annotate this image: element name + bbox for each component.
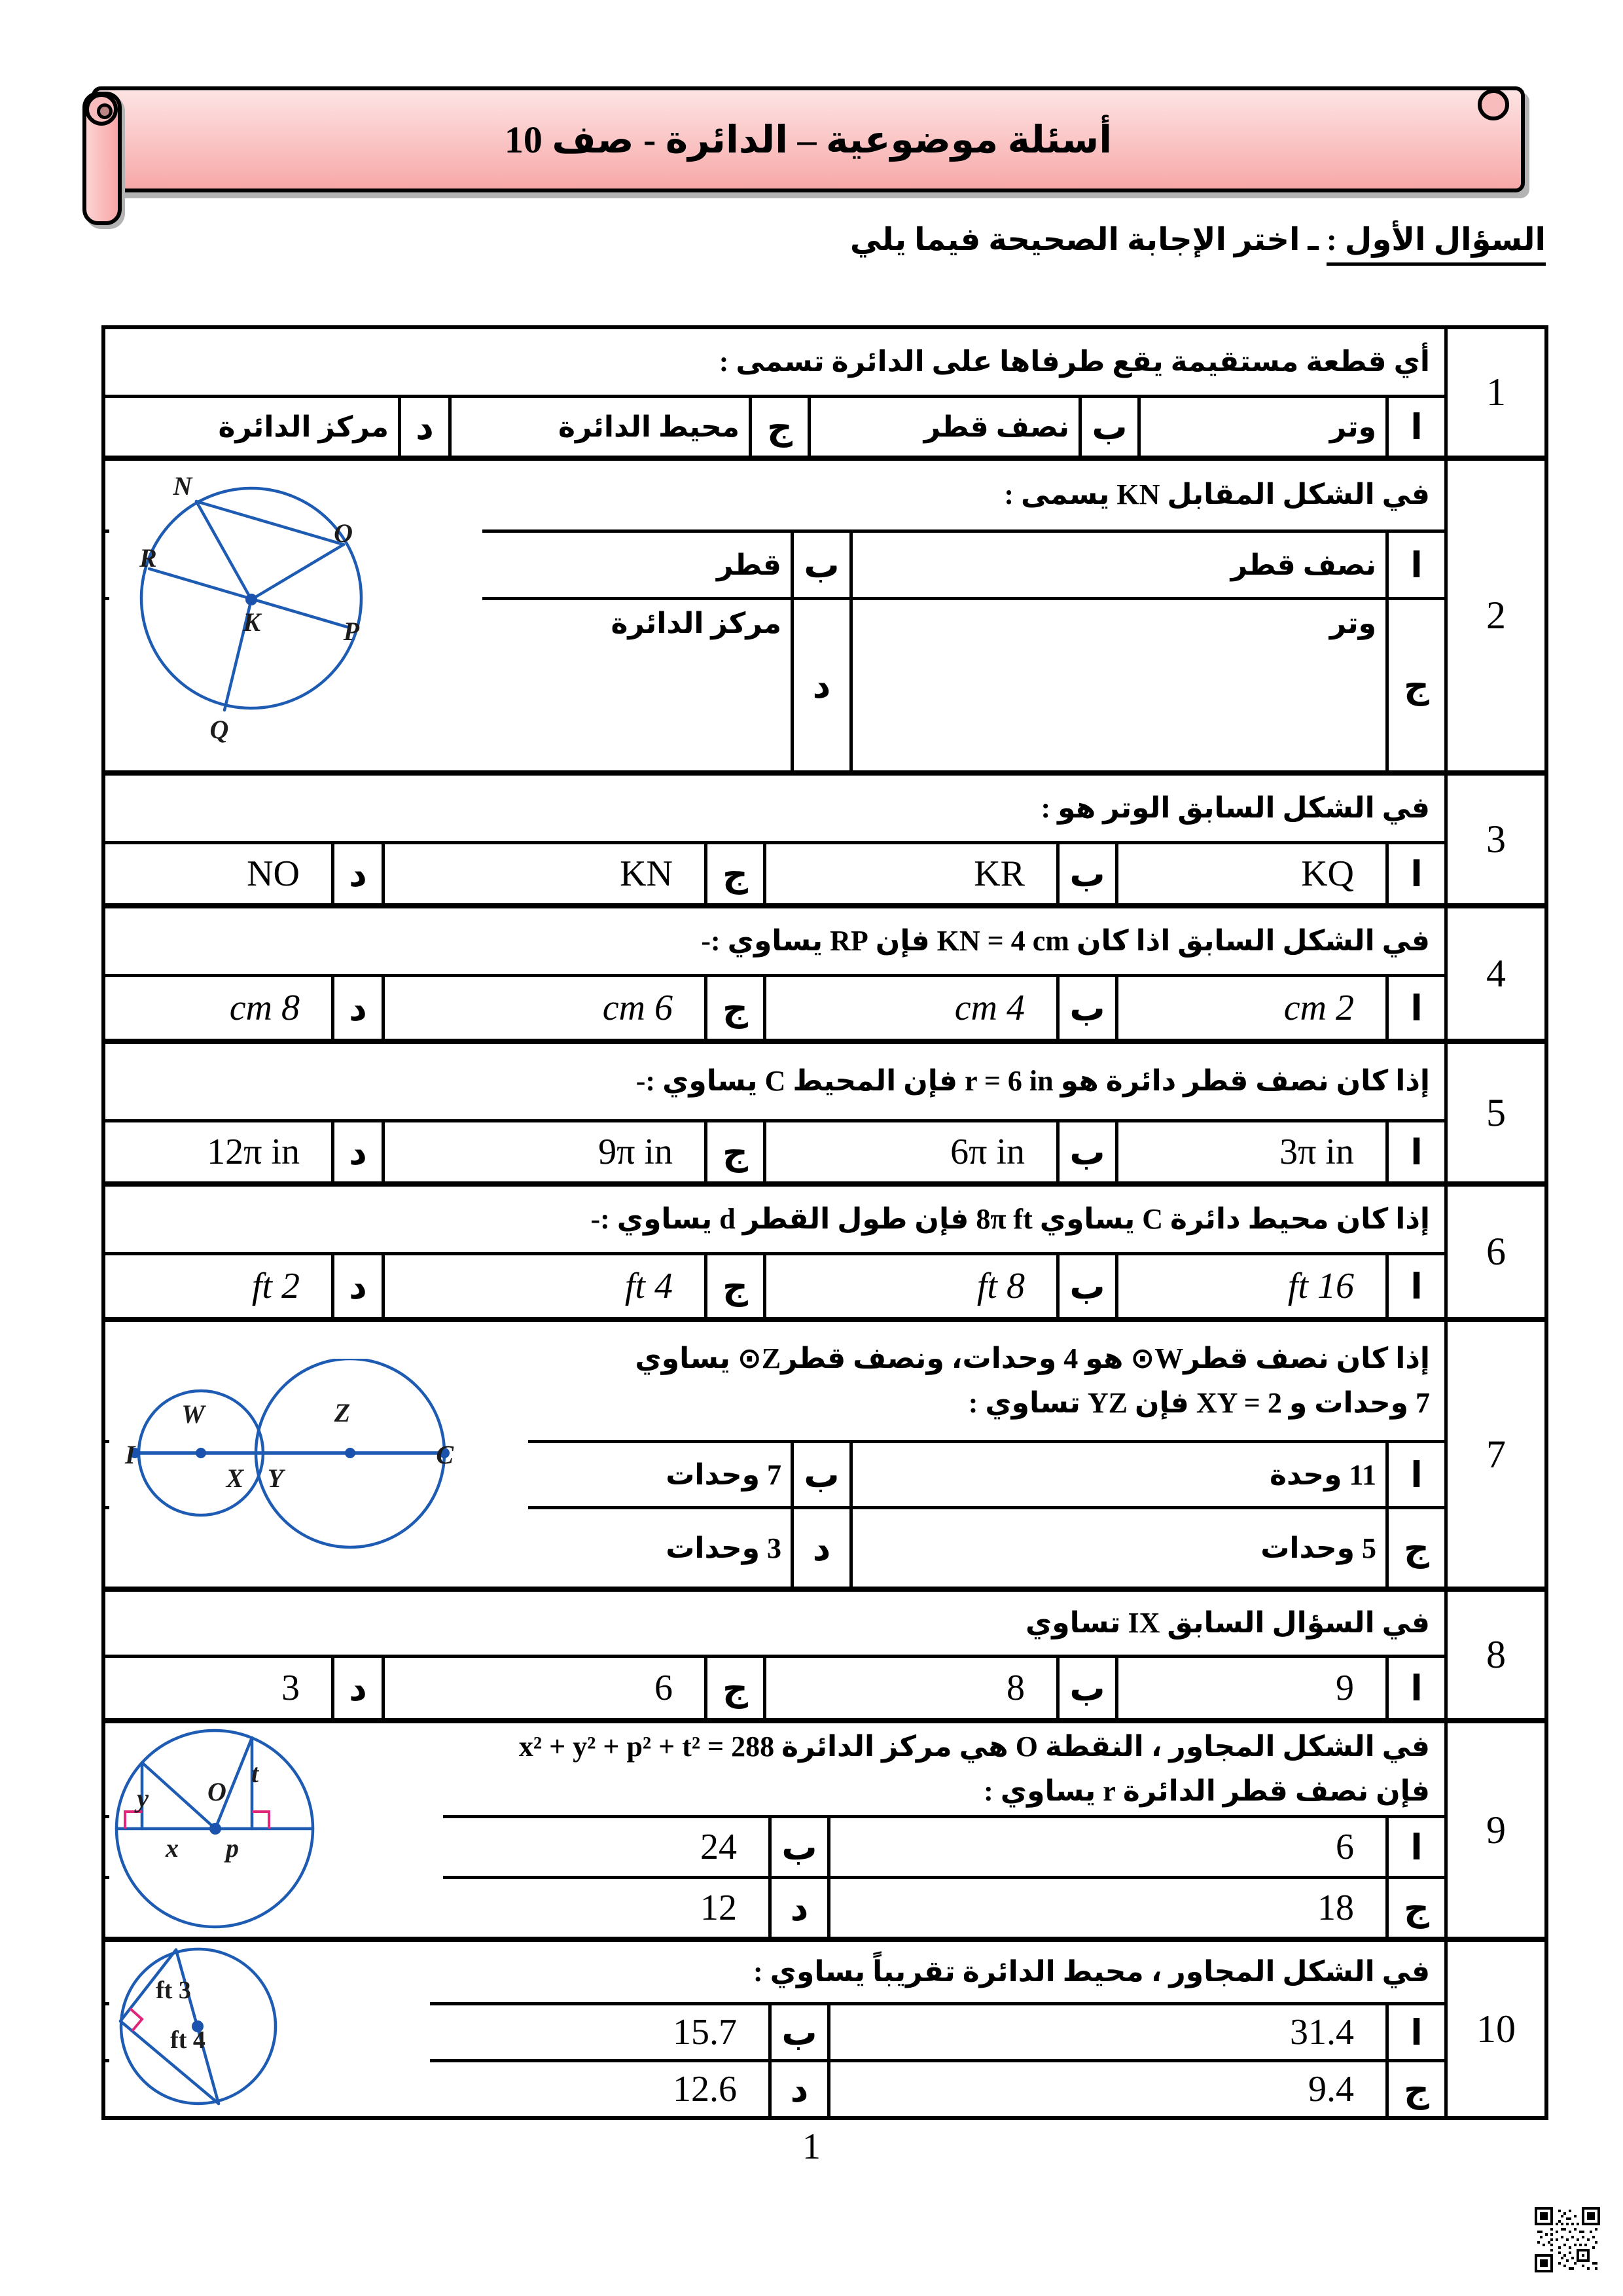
option-letter-d: د [768,1879,830,1937]
option-letter-d: د [331,1658,385,1718]
question-text-2: في الشكل المقابل KN يسمى : [105,461,1444,533]
option-value-3b: KR [974,853,1025,894]
option-letter-b: ب [1056,844,1118,903]
questions-table [101,325,1548,2120]
option-value-2b: قطر [716,548,781,581]
option-letter-c: ج [1385,1879,1444,1937]
question-block-5 [105,1039,1544,1181]
option-letter-a: ا [1385,1255,1444,1317]
option-value-8b: 8 [1007,1668,1025,1708]
option-value-8d: 3 [281,1668,300,1708]
question-text-7: إذا كان نصف قطر⁦⊙W⁩ هو 4 وحدات، ونصف قطر⁦⊙Z⁩ يساوي 7 وحدات و XY = 2 فإن YZ تساوي : [105,1322,1444,1443]
circle-O-figure [109,1727,443,1933]
question-block-10 [105,1937,1544,2116]
question-text-6: إذا كان محيط دائرة C يساوي 8π ft فإن طول القطر d يساوي :- [105,1187,1444,1255]
leg-label-4ft: 4 ft [170,2026,205,2054]
option-value-2d: مركز الدائرة [611,607,781,639]
option-letter-c: ج [704,1122,766,1181]
option-value-5b: 6π in [950,1132,1025,1172]
option-value-3c: KN [620,853,673,894]
option-value-3d: NO [247,853,300,894]
option-letter-a: ا [1385,533,1444,597]
question-number-3: 3 [1444,776,1544,903]
question-number-8: 8 [1444,1592,1544,1718]
point-label-K: K [243,607,260,637]
option-letter-c: ج [1385,2062,1444,2116]
option-letter-d: د [331,1255,385,1317]
option-letter-a: ا [1385,1818,1444,1876]
option-value-6c: 4 ft [624,1266,673,1306]
option-value-8c: 6 [654,1668,673,1708]
question-number-10: 10 [1444,1942,1544,2116]
option-letter-d: د [398,398,452,456]
question-block-4 [105,903,1544,1039]
point-label-R: R [139,543,157,573]
option-value-10a: 31.4 [1290,2012,1354,2053]
question-text-8: في السؤال السابق IX تساوي [105,1592,1444,1658]
option-letter-c: ج [704,977,766,1039]
option-value-9d: 12 [700,1888,737,1928]
option-letter-a: ا [1385,844,1444,903]
section-instruction [850,221,1546,258]
option-value-7c: 5 وحدات [1260,1532,1376,1564]
option-letter-c: ج [1385,1509,1444,1587]
question-block-2 [105,456,1544,770]
option-value-5c: 9π in [598,1132,673,1172]
inscribed-triangle-figure [109,1945,430,2113]
option-value-7d: 3 وحدات [666,1532,781,1564]
option-value-1b: نصف قطر [923,410,1069,443]
worksheet-title-banner [92,86,1525,192]
option-value-5d: 12π in [207,1132,300,1172]
question-number-7: 7 [1444,1322,1544,1587]
segment-label-t: t [251,1759,259,1788]
option-value-10c: 9.4 [1308,2069,1354,2109]
point-label-W: W [181,1399,205,1429]
circle-K-figure [109,469,482,760]
question-number-5: 5 [1444,1044,1544,1181]
option-letter-b: ب [1079,398,1141,456]
option-letter-d: د [331,844,385,903]
segment-label-y: y [137,1784,149,1813]
option-value-9c: 18 [1317,1888,1354,1928]
point-label-C: C [436,1440,454,1469]
question-number-2: 2 [1444,461,1544,770]
option-letter-c: ج [704,1255,766,1317]
question-number-4: 4 [1444,908,1544,1039]
question-block-6 [105,1181,1544,1317]
option-letter-a: ا [1385,1658,1444,1718]
option-value-6d: 2 ft [251,1266,300,1306]
option-value-4d: 8 cm [229,988,300,1028]
option-letter-d: د [768,2062,830,2116]
option-value-7a: 11 وحدة [1269,1458,1376,1491]
question-text-4: في الشكل السابق اذا كان KN = 4 cm فإن RP يساوي :- [105,908,1444,977]
option-letter-c: ج [1385,600,1444,770]
option-letter-a: ا [1385,1443,1444,1506]
question-block-7 [105,1317,1544,1587]
circles-W-Z-figure [109,1359,528,1585]
option-letter-b: ب [768,1818,830,1876]
option-value-6a: 16 ft [1287,1266,1354,1306]
question-text-5: إذا كان نصف قطر دائرة هو r = 6 in فإن المحيط C يساوي :- [105,1044,1444,1122]
worksheet-title: أسئلة موضوعية – الدائرة - صف 10 [504,118,1113,161]
option-value-9a: 6 [1336,1827,1354,1867]
question-block-1 [105,329,1544,456]
option-value-2c: وتر [1329,607,1376,639]
point-label-N: N [173,471,192,501]
option-value-9b: 24 [700,1827,737,1867]
option-letter-d: د [791,600,853,770]
option-value-4c: 6 cm [602,988,673,1028]
question-block-3 [105,770,1544,903]
option-letter-a: ا [1385,2005,1444,2059]
option-value-3a: KQ [1301,853,1354,894]
option-value-4a: 2 cm [1283,988,1354,1028]
point-label-Y: Y [267,1463,284,1493]
scroll-curl-center-icon [97,103,113,119]
point-label-Q: Q [209,715,229,744]
question-text-3: في الشكل السابق الوتر هو : [105,776,1444,844]
point-label-I: I [125,1440,135,1469]
option-value-1a: وتر [1329,410,1376,443]
qr-code [1535,2207,1600,2272]
option-value-5a: 3π in [1279,1132,1354,1172]
option-value-2a: نصف قطر [1230,548,1376,581]
question-number-9: 9 [1444,1723,1544,1937]
option-letter-b: ب [1056,1122,1118,1181]
option-value-10d: 12.6 [673,2069,737,2109]
option-letter-b: ب [1056,1255,1118,1317]
question-block-8 [105,1587,1544,1718]
question-block-9 [105,1718,1544,1937]
question-text-9: في الشكل المجاور ، النقطة O هي مركز الدائرة x² + y² + p² + t² = 288 فإن نصف قطر الدائرة r يساوي : [105,1723,1444,1818]
option-letter-c: ج [704,844,766,903]
option-value-8a: 9 [1336,1668,1354,1708]
option-letter-a: ا [1385,398,1444,456]
section-label: السؤال الأول : [1327,223,1546,266]
option-letter-b: ب [791,533,853,597]
option-value-10b: 15.7 [673,2012,737,2053]
option-letter-c: ج [749,398,811,456]
option-letter-b: ب [1056,1658,1118,1718]
segment-label-x: x [166,1833,179,1863]
leg-label-3ft: 3 ft [156,1977,191,2004]
center-label-O: O [207,1777,226,1806]
scroll-curl-right-icon [1478,89,1509,120]
point-label-X: X [226,1463,244,1493]
option-value-6b: 8 ft [976,1266,1025,1306]
option-value-1c: محيط الدائرة [558,410,740,443]
option-letter-b: ب [768,2005,830,2059]
question-number-6: 6 [1444,1187,1544,1317]
section-instruction-text: ـ اختر الإجابة الصحيحة فيما يلي [849,223,1327,257]
option-letter-b: ب [1056,977,1118,1039]
point-label-Z: Z [334,1398,351,1427]
option-letter-a: ا [1385,1122,1444,1181]
question-text-1: أي قطعة مستقيمة يقع طرفاها على الدائرة تسمى : [105,329,1444,398]
option-letter-d: د [791,1509,853,1587]
option-value-4b: 4 cm [954,988,1025,1028]
point-label-O: O [334,518,353,548]
option-value-1d: مركز الدائرة [218,410,389,443]
option-letter-b: ب [791,1443,853,1506]
point-label-P: P [343,617,359,646]
segment-label-p: p [226,1833,239,1863]
option-letter-c: ج [704,1658,766,1718]
option-letter-a: ا [1385,977,1444,1039]
question-text-10: في الشكل المجاور ، محيط الدائرة تقريباً يساوي : [105,1942,1444,2005]
option-value-7b: 7 وحدات [666,1458,781,1491]
option-letter-d: د [331,977,385,1039]
question-number-1: 1 [1444,329,1544,456]
option-letter-d: د [331,1122,385,1181]
page-number: 1 [802,2126,821,2167]
